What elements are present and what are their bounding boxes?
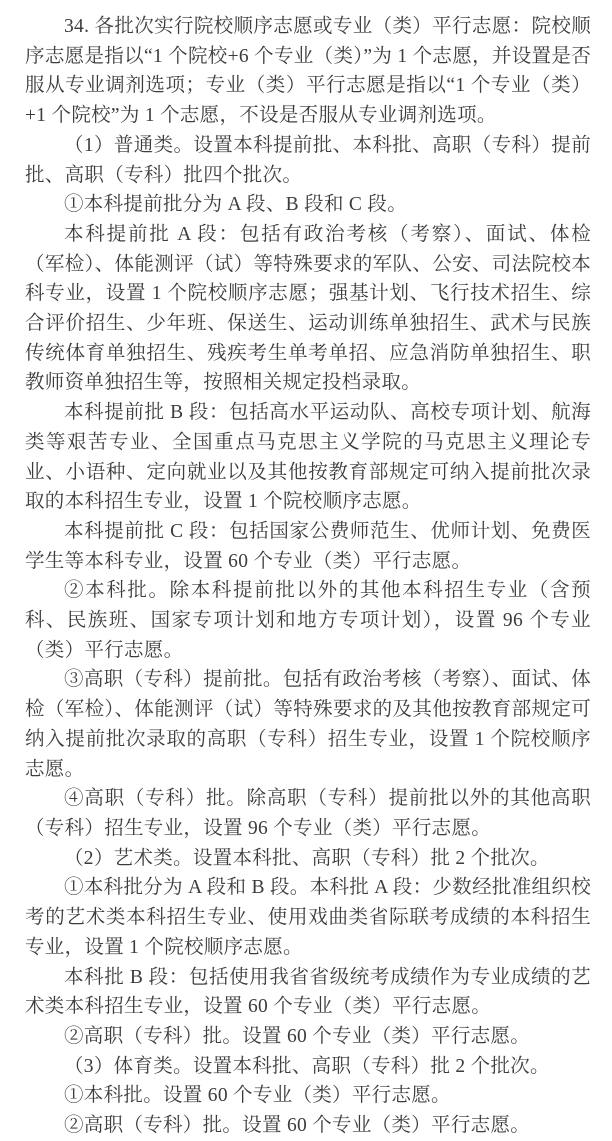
paragraph-art-category: （2）艺术类。设置本科批、高职（专科）批 2 个批次。 bbox=[64, 847, 550, 869]
paragraph-sports-category: （3）体育类。设置本科批、高职（专科）批 2 个批次。 bbox=[64, 1055, 550, 1077]
policy-text-block bbox=[25, 12, 591, 1141]
paragraph-ug-early-segment-b: 本科提前批 B 段：包括高水平运动队、高校专项计划、航海类等艰苦专业、全国重点马克思主义学院的马克思主义理论专业、小语种、定向就业以及其他按教育部规定可纳入提前批次录取的本科招生专业，设置 1 个院校顺序志愿。 bbox=[25, 402, 591, 513]
paragraph-item-34-intro: 34. 各批次实行院校顺序志愿或专业（类）平行志愿：院校顺序志愿是指以“1 个院校+6 个专业（类）”为 1 个志愿，并设置是否服从专业调剂选项；专业（类）平行志愿是指以“1 个专业（类）+1 个院校”为 1 个志愿，不设是否服从专业调剂选项。 bbox=[25, 16, 591, 127]
paragraph-ug-early-segments: ①本科提前批分为 A 段、B 段和 C 段。 bbox=[64, 194, 407, 216]
paragraph-art-ug-segment-a: ①本科批分为 A 段和 B 段。本科批 A 段：少数经批准组织校考的艺术类本科招生专业、使用戏曲类省际联考成绩的本科招生专业，设置 1 个院校顺序志愿。 bbox=[25, 877, 591, 958]
paragraph-sports-ug: ①本科批。设置 60 个专业（类）平行志愿。 bbox=[64, 1085, 451, 1107]
paragraph-art-vocational: ②高职（专科）批。设置 60 个专业（类）平行志愿。 bbox=[64, 1025, 531, 1047]
paragraph-vocational-early: ③高职（专科）提前批。包括有政治考核（考察）、面试、体检（军检）、体能测评（试）等特殊要求的及其他按教育部规定可纳入提前批次录取的高职（专科）招生专业，设置 1 个院校顺序志愿。 bbox=[25, 669, 591, 780]
paragraph-sports-vocational: ②高职（专科）批。设置 60 个专业（类）平行志愿。 bbox=[64, 1115, 531, 1137]
paragraph-art-ug-segment-b: 本科批 B 段：包括使用我省省级统考成绩作为专业成绩的艺术类本科招生专业，设置 60 个专业（类）平行志愿。 bbox=[25, 966, 591, 1018]
paragraph-ug-early-segment-c: 本科提前批 C 段：包括国家公费师范生、优师计划、免费医学生等本科专业，设置 60 个专业（类）平行志愿。 bbox=[25, 520, 591, 572]
paragraph-general-category: （1）普通类。设置本科提前批、本科批、高职（专科）提前批、高职（专科）批四个批次。 bbox=[25, 134, 591, 186]
paragraph-ug-regular-batch: ②本科批。除本科提前批以外的其他本科招生专业（含预科、民族班、国家专项计划和地方专项计划），设置 96 个专业（类）平行志愿。 bbox=[25, 580, 591, 661]
paragraph-ug-early-segment-a: 本科提前批 A 段：包括有政治考核（考察）、面试、体检（军检）、体能测评（试）等特殊要求的军队、公安、司法院校本科专业，设置 1 个院校顺序志愿；强基计划、飞行技术招生、综合评价招生、少年班、保送生、运动训练单独招生、武术与民族传统体育单独招生、残疾考生单考单招、应急消防单独招生、职教师资单独招生等，按照相关规定投档录取。 bbox=[25, 223, 591, 394]
paragraph-vocational-batch: ④高职（专科）批。除高职（专科）提前批以外的其他高职（专科）招生专业，设置 96 个专业（类）平行志愿。 bbox=[25, 788, 591, 839]
